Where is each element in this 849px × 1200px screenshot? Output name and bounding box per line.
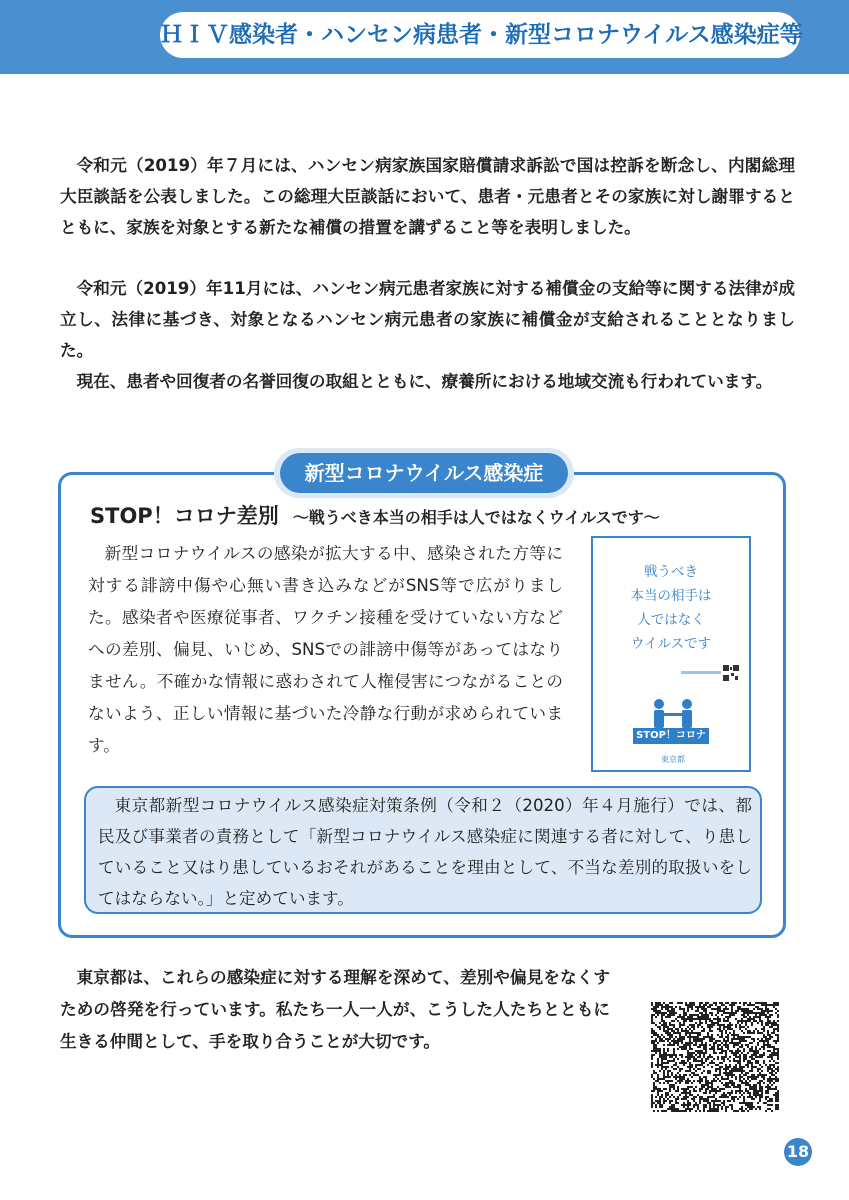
- poster-caption-strip: [681, 671, 721, 674]
- ordinance-paragraph: 東京都新型コロナウイルス感染症対策条例（令和２（2020）年４月施行）では、都民及び事業者の責務として「新型コロナウイルス感染症に関連する者に対して、り患していること又はり患しているおそれがあることを理由として、不当な差別的取扱いをしてはならない。」と定めています。: [98, 796, 752, 908]
- poster-text: [593, 560, 749, 656]
- covid-paragraph: 新型コロナウイルスの感染が拡大する中、感染された方等に対する誹謗中傷や心無い書き込みなどがSNS等で広がりました。感染者や医療従事者、ワクチン接種を受けていない方などへの差別、偏見、いじめ、SNSでの誹謗中傷等があってはなりません。不確かな情報に惑わされて人権侵害につながることのないよう、正しい情報に基づいた冷静な行動が求められています。: [88, 544, 563, 755]
- stop-corona-poster: [591, 536, 751, 772]
- covid-section-tab: 新型コロナウイルス感染症: [280, 453, 568, 493]
- closing-paragraph: 東京都は、これらの感染症に対する理解を深めて、差別や偏見をなくすための啓発を行っています。私たち一人一人が、こうした人たちとともに生きる仲間として、手を取り合うことが大切です。: [60, 968, 610, 1051]
- page-title: ＨＩＶ感染者・ハンセン病患者・新型コロナウイルス感染症等: [160, 22, 803, 48]
- qr-modules: [651, 1002, 779, 1112]
- poster-banner: STOP！コロナ差別: [633, 728, 709, 744]
- stop-title: STOP！コロナ差別: [90, 504, 279, 528]
- tokyo-logo: 東京都: [661, 755, 685, 764]
- leprosy-paragraph-1: 令和元（2019）年７月には、ハンセン病家族国家賠償請求訴訟で国は控訴を断念し、内閣総理大臣談話を公表しました。この総理大臣談話において、患者・元患者とその家族に対し謝罪するとともに、家族を対象とする新たな補償の措置を講ずること等を表明しました。: [60, 156, 795, 237]
- page-number: 18: [784, 1138, 812, 1166]
- leprosy-paragraph-3: 現在、患者や回復者の名誉回復の取組とともに、療養所における地域交流も行われています。: [76, 372, 773, 391]
- poster-line: ウイルスです: [630, 636, 712, 652]
- leprosy-paragraph-2: 令和元（2019）年11月には、ハンセン病元患者家族に対する補償金の支給等に関する法律が成立し、法律に基づき、対象となるハンセン病元患者の家族に補償金が支給されることとなりました。: [60, 279, 795, 360]
- poster-line: 人ではなく: [637, 612, 705, 628]
- stop-subtitle: ～戦うべき本当の相手は人ではなくウイルスです～: [292, 508, 660, 527]
- qr-code-icon[interactable]: [651, 1002, 779, 1112]
- stop-heading: [90, 500, 660, 530]
- poster-line: 本当の相手は: [630, 588, 712, 604]
- poster-qr-icon: [723, 665, 739, 681]
- poster-line: 戦うべき: [644, 564, 698, 580]
